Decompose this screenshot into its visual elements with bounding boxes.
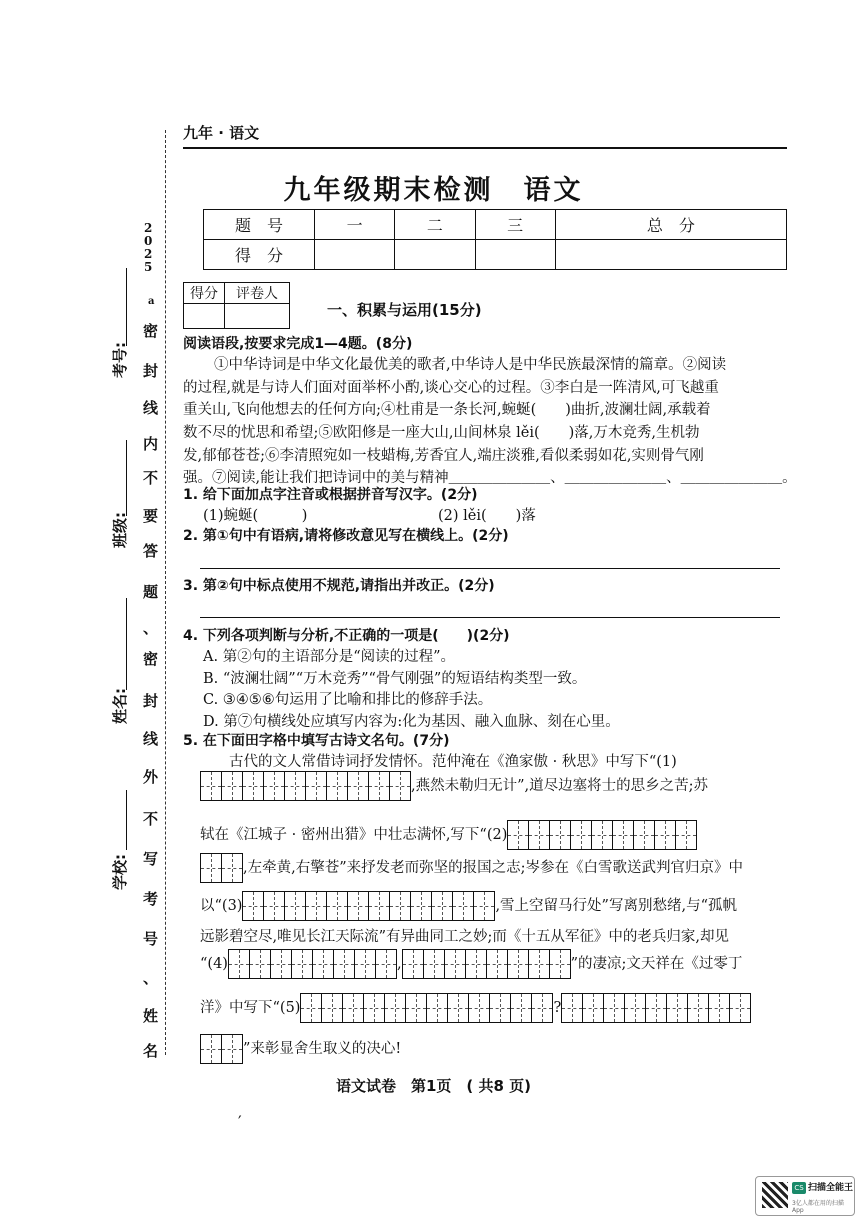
scanner-watermark — [755, 1176, 855, 1216]
char-grid-5c[interactable] — [200, 1034, 243, 1064]
question-3: 3. 第②句中标点使用不规范,请指出并改正。(2分) — [183, 578, 495, 594]
grid-cell[interactable] — [369, 771, 390, 801]
grid-cell[interactable] — [222, 1034, 243, 1064]
grid-cell[interactable] — [571, 820, 592, 850]
grid-cell[interactable] — [604, 993, 625, 1023]
grid-cell[interactable] — [474, 891, 495, 921]
binding-char: 线 — [143, 730, 159, 748]
q5-text: 轼在《江城子 · 密州出猎》中壮志满怀,写下“(2) — [200, 827, 508, 843]
q1-part-a[interactable]: (1)蜿蜒( ) — [203, 508, 308, 524]
grid-cell[interactable] — [327, 771, 348, 801]
grid-cell[interactable] — [292, 949, 313, 979]
grid-cell[interactable] — [550, 949, 571, 979]
char-grid-1[interactable] — [200, 771, 411, 801]
grid-cell[interactable] — [306, 771, 327, 801]
grid-cell[interactable] — [583, 993, 604, 1023]
grid-cell[interactable] — [508, 820, 529, 850]
grid-cell[interactable] — [334, 949, 355, 979]
binding-char: 封 — [143, 362, 159, 380]
binding-char: 内 — [143, 435, 159, 453]
question-2: 2. 第①句中有语病,请将修改意见写在横线上。(2分) — [183, 528, 509, 544]
grid-cell[interactable] — [550, 820, 571, 850]
grid-cell[interactable] — [376, 949, 397, 979]
binding-char: 、 — [143, 619, 159, 637]
passage-line: 数不尽的忧思和希望;⑤欧阳修是一座大山,山间林泉 lěi( )落,万木竞秀,生机勃 — [183, 425, 700, 441]
stray-mark: ′ — [238, 1112, 242, 1131]
grid-cell[interactable] — [403, 949, 424, 979]
grid-cell[interactable] — [655, 820, 676, 850]
grid-cell[interactable] — [432, 891, 453, 921]
score-cell-total[interactable] — [555, 240, 786, 270]
grader-name-label: 评卷人 — [225, 283, 290, 304]
watermark-sub: 3亿人都在用的扫描App — [792, 1200, 844, 1214]
q5-row — [200, 993, 751, 1023]
section-title: 一、积累与运用(15分) — [327, 301, 482, 319]
watermark-name: 扫描全能王 — [808, 1183, 854, 1193]
grid-cell[interactable] — [301, 993, 322, 1023]
score-col-3: 三 — [475, 210, 555, 240]
question-1: 1. 给下面加点字注音或根据拼音写汉字。(2分) — [183, 487, 478, 503]
char-grid-2a[interactable] — [507, 820, 697, 850]
grid-cell[interactable] — [511, 993, 532, 1023]
grid-cell[interactable] — [385, 993, 406, 1023]
grid-cell[interactable] — [348, 771, 369, 801]
grid-cell[interactable] — [390, 771, 411, 801]
answer-line-q3[interactable] — [200, 617, 780, 618]
grid-cell[interactable] — [424, 949, 445, 979]
grid-cell[interactable] — [390, 891, 411, 921]
option-a[interactable]: A. 第②句的主语部分是“阅读的过程”。 — [203, 649, 456, 665]
page-footer: 语文试卷 第1页 ( 共8 页) — [335, 1077, 532, 1095]
answer-line-q2[interactable] — [200, 568, 780, 569]
grid-cell[interactable] — [508, 949, 529, 979]
grid-cell[interactable] — [469, 993, 490, 1023]
binding-char: 密 — [143, 322, 159, 340]
binding-char: 外 — [143, 768, 159, 786]
grid-cell[interactable] — [730, 993, 751, 1023]
grid-cell[interactable] — [529, 949, 550, 979]
q5-line: 远影碧空尽,唯见长江天际流”有异曲同工之妙;而《十五从军征》中的老兵归家,却见 — [200, 929, 730, 945]
score-col-1: 一 — [315, 210, 395, 240]
passage-line: 重关山,飞向他想去的任何方向;④杜甫是一条长河,蜿蜒( )曲折,波澜壮阔,承载着 — [183, 402, 711, 418]
grader-score-cell[interactable] — [184, 304, 225, 329]
grid-cell[interactable] — [348, 891, 369, 921]
q5-row — [200, 949, 742, 979]
page-title: 九年级期末检测 语文 — [283, 175, 584, 206]
grid-cell[interactable] — [453, 891, 474, 921]
fill-line-xingming[interactable] — [126, 598, 127, 690]
grid-cell[interactable] — [667, 993, 688, 1023]
binding-char: 不 — [143, 469, 159, 487]
grid-cell[interactable] — [285, 771, 306, 801]
q5-row — [200, 771, 708, 801]
grid-cell[interactable] — [448, 993, 469, 1023]
grid-cell[interactable] — [676, 820, 697, 850]
char-grid-2b[interactable] — [200, 853, 243, 883]
q1-part-b[interactable]: (2) lěi( )落 — [438, 508, 536, 524]
label-banji: 班级: — [111, 512, 129, 548]
option-c[interactable]: C. ③④⑤⑥句运用了比喻和排比的修辞手法。 — [203, 692, 493, 708]
q5-line: 古代的文人常借诗词抒发情怀。范仲淹在《渔家傲 · 秋思》中写下“(1) — [229, 754, 677, 770]
score-cell-1[interactable] — [315, 240, 395, 270]
grid-cell[interactable] — [532, 993, 553, 1023]
grid-cell[interactable] — [271, 949, 292, 979]
grid-cell[interactable] — [222, 771, 243, 801]
grid-cell[interactable] — [313, 949, 334, 979]
score-col-2: 二 — [395, 210, 475, 240]
score-col-label: 题 号 — [204, 210, 315, 240]
grid-cell[interactable] — [592, 820, 613, 850]
label-xingming: 姓名: — [111, 688, 129, 724]
grader-name-cell[interactable] — [225, 304, 290, 329]
grid-cell[interactable] — [322, 993, 343, 1023]
grid-cell[interactable] — [688, 993, 709, 1023]
q5-text: , — [396, 956, 402, 972]
q5-text: ”来彰显舍生取义的决心! — [243, 1041, 402, 1057]
grader-score-label: 得分 — [184, 283, 225, 304]
q5-row — [200, 1034, 401, 1064]
char-grid-5a[interactable] — [300, 993, 553, 1023]
passage-line: 的过程,就是与诗人们面对面举杯小酌,谈心交心的过程。③李白是一阵清风,可飞越重 — [183, 380, 719, 396]
binding-char: 姓 — [143, 1007, 159, 1025]
year-vertical: 2025 — [144, 221, 153, 274]
q5-row — [200, 853, 743, 883]
binding-char: 封 — [143, 692, 159, 710]
binding-line — [165, 130, 166, 1055]
binding-char: 名 — [143, 1042, 159, 1060]
binding-char: 线 — [143, 399, 159, 417]
grid-cell[interactable] — [364, 993, 385, 1023]
binding-char: 密 — [143, 650, 159, 668]
q5-text: ? — [553, 1000, 562, 1016]
char-grid-4b[interactable] — [402, 949, 571, 979]
grid-cell[interactable] — [222, 853, 243, 883]
q5-text: ,燕然未勒归无计”,道尽边塞将士的思乡之苦;苏 — [411, 778, 709, 794]
q5-row — [200, 891, 737, 921]
score-table — [203, 209, 787, 270]
fill-line-xuexiao[interactable] — [126, 790, 127, 850]
grid-cell[interactable] — [243, 771, 264, 801]
grid-cell[interactable] — [529, 820, 550, 850]
grid-cell[interactable] — [406, 993, 427, 1023]
q5-text: ,左牵黄,右擎苍”来抒发老而弥坚的报国之志;岑参在《白雪歌送武判官归京》中 — [243, 860, 744, 876]
grid-cell[interactable] — [445, 949, 466, 979]
grid-cell[interactable] — [466, 949, 487, 979]
dot-mark: a — [148, 296, 155, 307]
grid-cell[interactable] — [646, 993, 667, 1023]
score-cell-3[interactable] — [475, 240, 555, 270]
passage-line: ①中华诗词是中华文化最优美的歌者,中华诗人是中华民族最深情的篇章。②阅读 — [214, 357, 727, 373]
grid-cell[interactable] — [411, 891, 432, 921]
grid-cell[interactable] — [306, 891, 327, 921]
binding-char: 答 — [143, 542, 159, 560]
grid-cell[interactable] — [490, 993, 511, 1023]
score-col-total: 总 分 — [555, 210, 786, 240]
binding-char: 写 — [143, 850, 159, 868]
grid-cell[interactable] — [285, 891, 306, 921]
grid-cell[interactable] — [709, 993, 730, 1023]
q5-text: ”的凄凉;文天祥在《过零丁 — [570, 956, 743, 972]
q5-row — [200, 820, 697, 850]
grid-cell[interactable] — [250, 949, 271, 979]
q5-text: 以“(3) — [200, 898, 243, 914]
score-cell-2[interactable] — [395, 240, 475, 270]
grid-cell[interactable] — [201, 771, 222, 801]
binding-char: 考 — [143, 890, 159, 908]
cs-logo-icon: CS — [792, 1182, 806, 1194]
qr-code-icon — [762, 1182, 788, 1208]
grid-cell[interactable] — [201, 853, 222, 883]
grid-cell[interactable] — [369, 891, 390, 921]
binding-char: 不 — [143, 810, 159, 828]
grid-cell[interactable] — [625, 993, 646, 1023]
grid-cell[interactable] — [264, 891, 285, 921]
header-subject: 九年 · 语文 — [183, 124, 260, 142]
grid-cell[interactable] — [562, 993, 583, 1023]
grid-cell[interactable] — [201, 1034, 222, 1064]
question-4: 4. 下列各项判断与分析,不正确的一项是( )(2分) — [183, 628, 510, 644]
grid-cell[interactable] — [264, 771, 285, 801]
option-b[interactable]: B. “波澜壮阔”“万木竞秀”“骨气刚强”的短语结构类型一致。 — [203, 671, 587, 687]
binding-char: 题 — [143, 583, 159, 601]
q5-text: 洋》中写下“(5) — [200, 1000, 301, 1016]
char-grid-5b[interactable] — [561, 993, 751, 1023]
fill-line-kaohao[interactable] — [126, 268, 127, 346]
passage-line: 发,郁郁苍苍;⑥李清照宛如一枝蜡梅,芳香宜人,端庄淡雅,看似柔弱如花,实则骨气刚 — [183, 448, 704, 464]
q5-text: “(4) — [200, 956, 228, 972]
fill-line-banji[interactable] — [126, 440, 127, 516]
question-5: 5. 在下面田字格中填写古诗文名句。(7分) — [183, 733, 450, 749]
label-kaohao: 考号: — [111, 342, 129, 378]
q5-text: ,雪上空留马行处”写离别愁绪,与“孤帆 — [495, 898, 737, 914]
grid-cell[interactable] — [243, 891, 264, 921]
binding-char: 号 — [143, 930, 159, 948]
grid-cell[interactable] — [355, 949, 376, 979]
passage-line: 强。⑦阅读,能让我们把诗词中的美与精神＿＿＿＿＿＿＿、＿＿＿＿＿＿＿、＿＿＿＿＿＿＿。 — [183, 470, 797, 486]
grid-cell[interactable] — [634, 820, 655, 850]
score-row-label: 得 分 — [204, 240, 315, 270]
label-xuexiao: 学校: — [111, 854, 129, 890]
binding-char: 、 — [143, 969, 159, 987]
grid-cell[interactable] — [229, 949, 250, 979]
option-d[interactable]: D. 第⑦句横线处应填写内容为:化为基因、融入血脉、刻在心里。 — [203, 714, 620, 730]
grid-cell[interactable] — [487, 949, 508, 979]
char-grid-4a[interactable] — [228, 949, 397, 979]
grid-cell[interactable] — [343, 993, 364, 1023]
grid-cell[interactable] — [613, 820, 634, 850]
grader-box — [183, 282, 290, 329]
header-rule — [183, 147, 787, 149]
grid-cell[interactable] — [427, 993, 448, 1023]
reading-intro: 阅读语段,按要求完成1—4题。(8分) — [183, 336, 413, 352]
grid-cell[interactable] — [327, 891, 348, 921]
binding-char: 要 — [143, 507, 159, 525]
char-grid-3[interactable] — [242, 891, 495, 921]
